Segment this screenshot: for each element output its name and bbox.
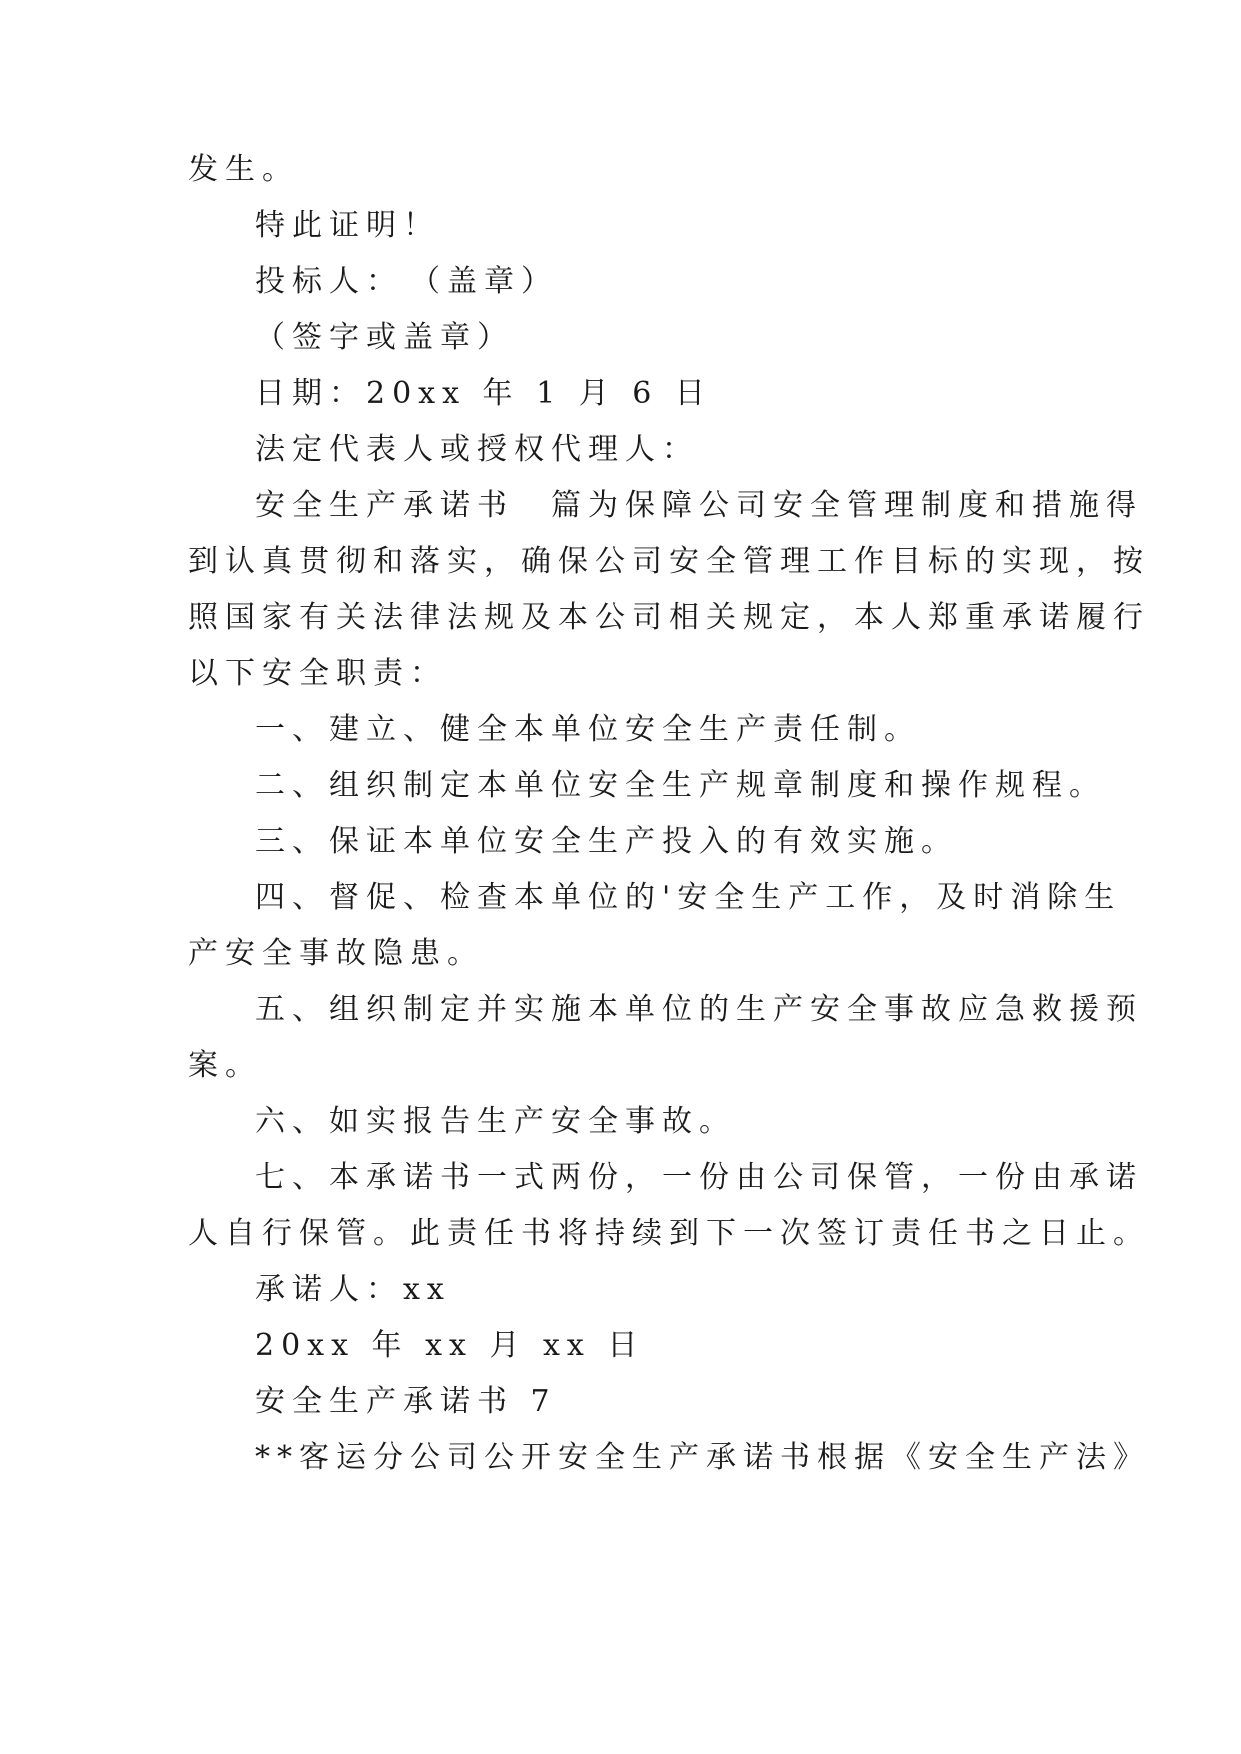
text-line: 到认真贯彻和落实，确保公司安全管理工作目标的实现，按 xyxy=(188,544,1150,579)
text-line: **客运分公司公开安全生产承诺书根据《安全生产法》 xyxy=(255,1440,1150,1475)
text-line: 照国家有关法律法规及本公司相关规定，本人郑重承诺履行 xyxy=(188,600,1150,635)
text-line: 发生。 xyxy=(188,152,299,187)
text-line: 三、保证本单位安全生产投入的有效实施。 xyxy=(255,824,958,859)
text-line: 安全生产承诺书 7 xyxy=(255,1384,557,1419)
text-line: 二、组织制定本单位安全生产规章制度和操作规程。 xyxy=(255,768,1106,803)
text-line: 一、建立、健全本单位安全生产责任制。 xyxy=(255,712,921,747)
text-line: 七、本承诺书一式两份，一份由公司保管，一份由承诺 xyxy=(255,1160,1143,1195)
text-line: 特此证明！ xyxy=(255,208,440,243)
text-line: 投标人： （盖章） xyxy=(255,264,558,299)
text-line: 安全生产承诺书 篇为保障公司安全管理制度和措施得 xyxy=(255,488,1143,523)
text-line: 五、组织制定并实施本单位的生产安全事故应急救援预 xyxy=(255,992,1143,1027)
text-line: 六、如实报告生产安全事故。 xyxy=(255,1104,736,1139)
text-line: 以下安全职责： xyxy=(188,656,447,691)
text-line: 法定代表人或授权代理人： xyxy=(255,432,699,467)
text-line: 产安全事故隐患。 xyxy=(188,936,484,971)
text-line: 日期：20xx 年 1 月 6 日 xyxy=(255,376,712,411)
text-line: （签字或盖章） xyxy=(255,320,514,355)
text-line: 承诺人：xx xyxy=(255,1272,451,1307)
text-line: 20xx 年 xx 月 xx 日 xyxy=(255,1328,645,1363)
text-line: 四、督促、检查本单位的'安全生产工作，及时消除生 xyxy=(255,880,1122,915)
text-line: 案。 xyxy=(188,1048,262,1083)
text-line: 人自行保管。此责任书将持续到下一次签订责任书之日止。 xyxy=(188,1216,1150,1251)
